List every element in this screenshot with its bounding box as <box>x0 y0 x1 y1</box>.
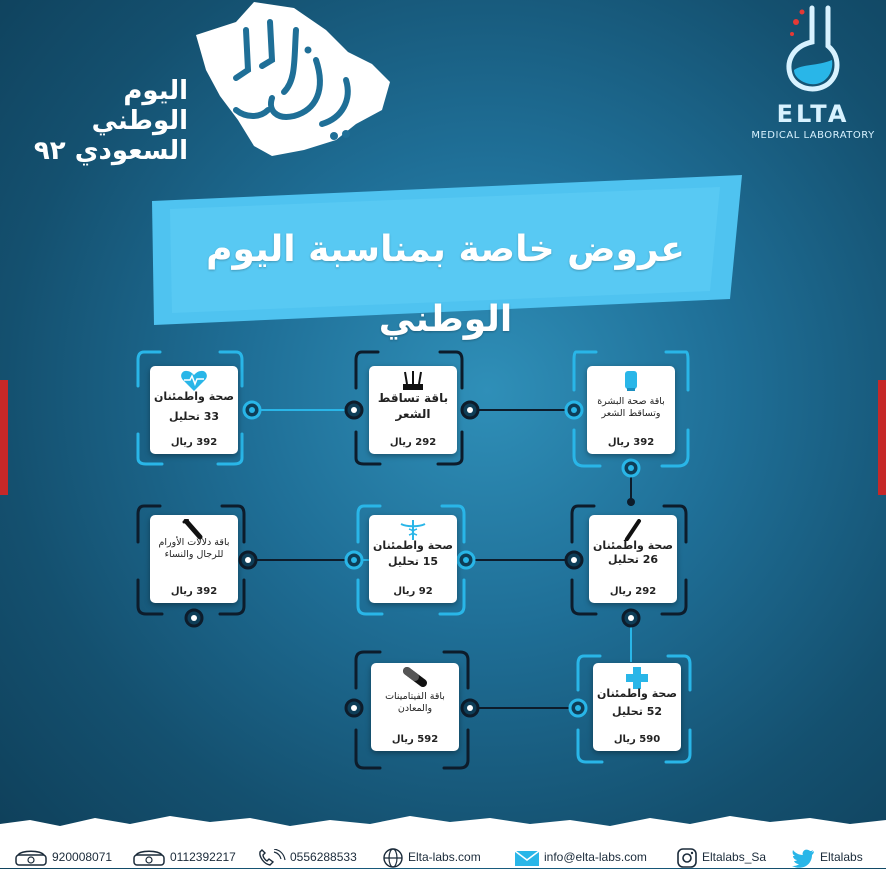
package-card-wellness-52[interactable] <box>593 663 681 751</box>
footer-phone1[interactable] <box>14 846 112 868</box>
package-test-count: 33 تحليل <box>169 410 219 423</box>
phone-call-icon <box>256 849 286 867</box>
package-test-count: 52 تحليل <box>612 705 662 718</box>
twitter-icon <box>790 847 816 869</box>
globe-icon <box>382 847 404 869</box>
national-day-line2: السعودي ٩٢ <box>33 136 188 166</box>
package-card-skin-hair[interactable] <box>587 366 675 454</box>
national-day-line1: اليوم الوطني <box>91 76 188 136</box>
package-price: 392 ريال <box>170 586 218 597</box>
tube-icon <box>587 370 675 392</box>
package-test-count: 15 تحليل <box>388 555 438 568</box>
flask-logo-icon <box>778 0 848 98</box>
saudi-map-calligraphy-icon <box>176 0 400 160</box>
logo-name: ELTA <box>776 100 850 128</box>
package-price: 392 ريال <box>170 437 218 448</box>
package-price: 92 ريال <box>393 586 433 597</box>
package-title: باقة دلالات الأورام للرجال والنساء <box>158 537 230 560</box>
package-price: 392 ريال <box>607 437 655 448</box>
footer-email[interactable] <box>514 846 647 868</box>
package-title: باقة تساقط الشعر <box>377 391 449 421</box>
capsule-icon <box>371 667 459 689</box>
package-title: باقة صحة البشرة وتساقط الشعر <box>597 396 665 419</box>
mail-icon <box>514 849 540 867</box>
footer-phone1-text: 920008071 <box>52 850 113 864</box>
hair-icon <box>369 370 457 392</box>
elta-logo <box>740 0 886 150</box>
package-title: صحة واطمئنان <box>597 687 677 700</box>
medical-cross-icon <box>593 667 681 689</box>
package-card-tumor-markers[interactable] <box>150 515 238 603</box>
syringe-icon <box>589 519 677 541</box>
footer-twitter-text: Eltalabs <box>820 850 863 864</box>
package-card-hair-loss[interactable] <box>369 366 457 454</box>
package-title: صحة واطمئنان <box>593 539 673 552</box>
package-title: باقة الفيتامينات والمعادن <box>385 691 445 714</box>
footer-mobile-text: 0556288533 <box>290 850 357 864</box>
package-price: 592 ريال <box>391 734 439 745</box>
caduceus-icon <box>369 519 457 541</box>
package-price: 292 ريال <box>609 586 657 597</box>
footer-instagram-text: Eltalabs_Sa <box>702 850 767 864</box>
footer-phone2[interactable] <box>132 846 236 868</box>
banner-title: عروض خاصة بمناسبة اليوم الوطني <box>206 229 685 340</box>
footer-phone2-text: 0112392217 <box>170 850 236 864</box>
footer-website[interactable] <box>382 846 481 868</box>
footer-instagram[interactable] <box>676 846 766 868</box>
package-price: 292 ريال <box>389 437 437 448</box>
national-day-text <box>18 76 188 166</box>
package-card-vitamins[interactable] <box>371 663 459 751</box>
logo-subtitle: MEDICAL LABORATORY <box>751 130 875 141</box>
package-card-wellness-33[interactable] <box>150 366 238 454</box>
package-card-wellness-15[interactable] <box>369 515 457 603</box>
telephone-icon <box>132 850 166 866</box>
package-price: 590 ريال <box>613 734 661 745</box>
instagram-icon <box>676 847 698 869</box>
package-card-wellness-26[interactable] <box>589 515 677 603</box>
footer-email-text: info@elta-labs.com <box>544 850 647 864</box>
footer-mobile[interactable] <box>256 846 357 868</box>
footer-website-text: Elta-labs.com <box>408 850 481 864</box>
heart-icon <box>150 370 238 392</box>
package-title: صحة واطمئنان <box>373 539 453 552</box>
package-test-count: 26 تحليل <box>608 553 658 566</box>
footer-twitter[interactable] <box>790 846 863 868</box>
package-title: صحة واطمئنان <box>154 390 234 403</box>
telephone-icon <box>14 850 48 866</box>
